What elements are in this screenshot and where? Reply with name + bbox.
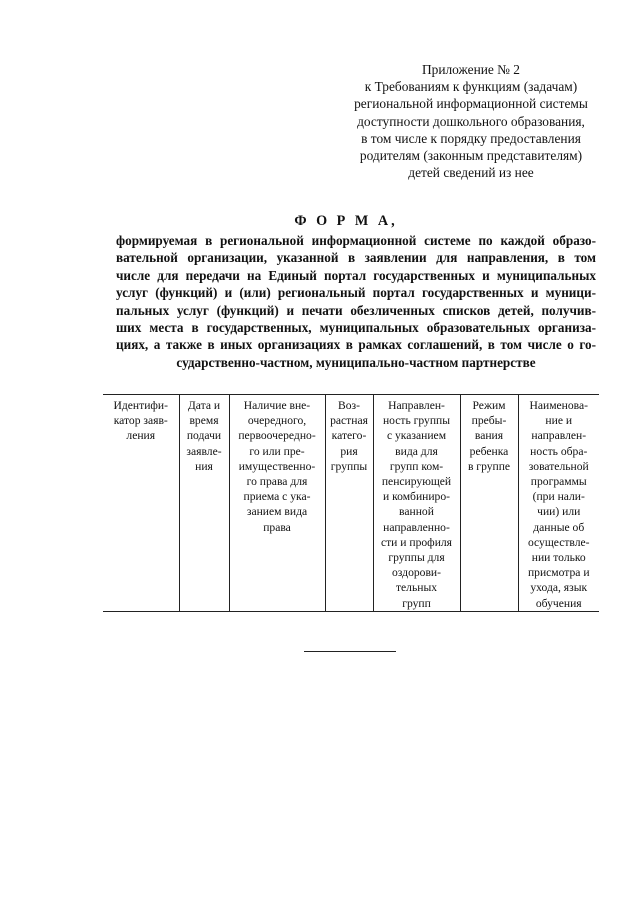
column-header-submission-datetime [179,395,229,612]
header-line: приема с ука- [243,490,311,504]
appendix-line: Приложение № 2 [421,62,521,77]
form-description-line: циях, а также в иных организациях в рамках соглашений, в том числе о го- [116,337,596,353]
header-line: рия [340,444,358,458]
header-line: катор заяв- [113,414,168,428]
header-line: ность группы [382,414,451,428]
header-line: ния [195,459,213,473]
header-line: (при нали- [532,490,585,504]
header-line: направленно- [383,520,450,534]
header-line: время [189,414,219,428]
header-line: очередного, [247,414,307,428]
header-line: пребы- [471,414,507,428]
appendix-line: родителям (законным представителям) [359,148,583,164]
header-line: Наличие вне- [243,399,311,412]
header-line: данные об [533,520,585,534]
form-description-line: пальных услуг (функций) и печати обезличенных списков детей, получив- [116,302,596,318]
header-line: направлен- [531,429,587,443]
header-line: вида для [395,444,438,458]
header-line: групп ком- [389,459,444,473]
form-description [116,232,596,371]
table-header-row [103,395,599,612]
form-description-line: вательной организации, указанной в заявлении для направления, в том [116,250,596,266]
header-line: занием вида [246,505,308,519]
appendix-line: региональной информационной системы [354,96,588,112]
header-line: ухода, язык [530,581,588,595]
header-line: ребенка [469,444,509,458]
header-line: заявле- [186,444,222,458]
header-line: в группе [467,459,511,473]
header-line: го или пре- [249,444,305,458]
header-line: групп [402,596,431,610]
header-line: группы для [388,551,445,565]
form-description-line: ших места в государственных, муниципальных образовательных организа- [116,320,596,336]
header-line: зовательной [528,459,589,473]
header-line: с указанием [386,429,447,443]
column-header-program-name [518,395,599,612]
header-line: растная [330,414,368,428]
header-line: Идентифи- [113,399,168,412]
appendix-header [330,61,612,181]
appendix-line: в том числе к порядку предоставления [361,130,581,146]
header-line: и комбиниро- [382,490,451,504]
header-line: Дата и [187,399,221,412]
header-line: катего- [331,429,367,443]
header-line: Направлен- [388,399,445,412]
column-header-priority-right [229,395,325,612]
form-description-line: числе для передачи на Единый портал государственных и муниципальных [116,267,596,283]
form-title: Ф О Р М А, [294,213,398,229]
header-line: имущественно- [238,459,316,473]
header-line: ванной [399,505,434,519]
header-line: оздорови- [392,566,441,580]
appendix-line: доступности дошкольного образования, [357,113,585,129]
header-line: чии) или [537,505,581,519]
header-line: обучения [535,596,582,610]
column-header-application-id [103,395,179,612]
header-line: подачи [186,429,222,443]
header-line: ние и [545,414,573,428]
header-line: права [263,520,291,534]
column-header-group-focus [373,395,460,612]
appendix-line: детей сведений из нее [408,165,534,181]
header-line: ность обра- [530,444,588,458]
column-header-stay-mode [460,395,518,612]
header-line: программы [530,475,587,489]
form-description-line: услуг (функций) и (или) региональный портал государственных и муници- [116,285,596,301]
header-line: пенсирующей [381,475,452,489]
appendix-line: к Требованиям к функциям (задачам) [364,79,578,95]
header-line: го права для [246,475,308,489]
header-line: тельных [395,581,438,595]
header-line: сти и профиля [380,535,453,549]
header-line: Режим [472,399,506,412]
header-line: Наименова- [529,399,589,412]
column-header-age-category [325,395,373,612]
header-line: ления [126,429,156,443]
header-line: вания [474,429,504,443]
form-description-line: сударственно-частном, муниципально-частном партнерстве [176,354,536,370]
header-line: первоочередно- [238,429,316,443]
form-table [103,394,599,612]
form-description-line: формируемая в региональной информационной системе по каждой образо- [116,233,596,248]
header-line: нии только [531,551,586,565]
header-line: присмотра и [527,566,590,580]
header-line: группы [330,459,368,473]
header-line: осуществле- [527,535,590,549]
end-divider [304,651,396,652]
header-line: Воз- [338,399,360,412]
